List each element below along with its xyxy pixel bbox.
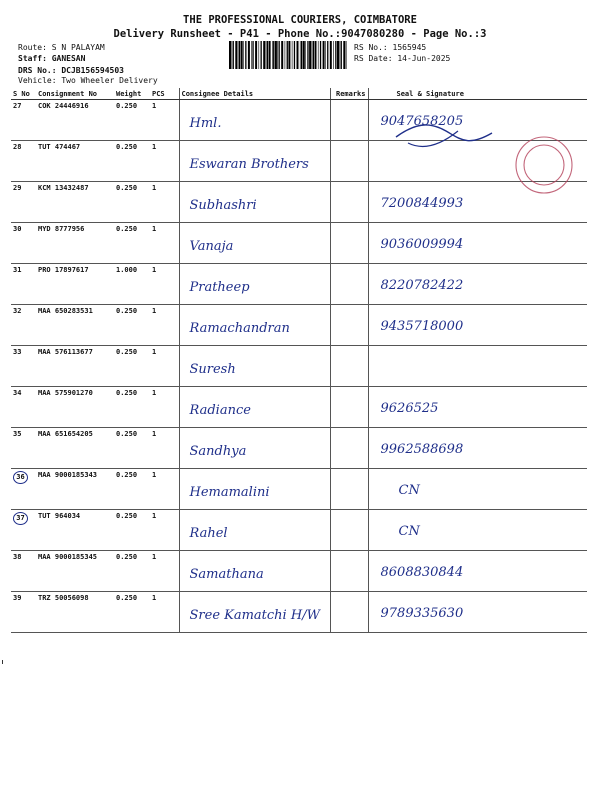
consignee-handwriting: Vanaja [189,239,234,254]
remarks-cell [330,469,368,510]
consignee-handwriting: Radiance [189,403,251,418]
weight-cell [114,100,150,141]
consignee-cell [179,141,330,182]
barcode-bar [307,41,308,69]
barcode-bar [229,41,231,69]
sno-text: 33 [13,348,22,356]
barcode-bar [233,41,234,69]
remarks-cell [330,305,368,346]
weight-cell [114,510,150,551]
rs-number: RS No.: 1565945 [354,43,427,52]
signature-handwriting: 9789335630 [380,606,464,621]
remarks-header: Remarks [330,88,368,100]
consignee-header: Consignee Details [179,88,330,100]
sno-cell [11,100,36,141]
barcode-bar [259,41,260,69]
signature-cell [368,223,587,264]
weight-cell-text: 0.250 [116,307,138,315]
sno-text: 29 [13,184,22,192]
weight-cell-text: 0.250 [116,553,138,561]
signature-handwriting: 8220782422 [380,278,464,293]
consignment-cell-text: TRZ 50056098 [38,594,89,602]
pcs-cell [150,223,179,264]
barcode-bar [275,41,277,69]
barcode-bar [277,41,278,69]
signature-handwriting: 9435718000 [380,319,464,334]
barcode-bar [281,41,283,69]
barcode-bar [243,41,244,69]
pcs-header: PCS [150,88,179,100]
barcode-bar [252,41,253,69]
barcode-bar [305,41,306,69]
pcs-cell-text: 1 [152,430,157,438]
pcs-cell [150,551,179,592]
weight-cell-text: 0.250 [116,225,138,233]
consignment-cell-text: MAA 650283531 [38,307,93,315]
weight-cell [114,387,150,428]
barcode-bar [255,41,257,69]
barcode-bar [340,41,341,69]
sno-cell [11,264,36,305]
barcode-bar [312,41,313,69]
remarks-cell [330,264,368,305]
signature-handwriting: CN [398,524,420,539]
barcode-bar [303,41,305,69]
table-header-row [11,88,587,100]
consignment-cell-text: KCM 13432487 [38,184,89,192]
consignment-cell-text: MAA 575901270 [38,389,93,397]
signature-cell [368,428,587,469]
pcs-cell-text: 1 [152,102,157,110]
barcode-bar [343,41,345,69]
barcode-bar [320,41,321,69]
consignment-cell-text: MYD 8777956 [38,225,85,233]
page-corner-mark [2,660,6,664]
barcode-bar [251,41,252,69]
barcode-bar [297,41,299,69]
pcs-cell-text: 1 [152,143,157,151]
barcode-bar [301,41,302,69]
barcode-bar [318,41,319,69]
consignment-cell [36,592,114,633]
signature-handwriting: 8608830844 [380,565,464,580]
remarks-cell [330,223,368,264]
sno-cell [11,141,36,182]
remarks-cell [330,346,368,387]
weight-header: Weight [114,88,150,100]
remarks-cell [330,100,368,141]
signature-cell [368,551,587,592]
barcode-bar [327,41,328,69]
runsheet-subtitle: Delivery Runsheet - P41 - Phone No.:9047080280 - Page No.:3 [113,28,487,40]
consignee-cell [179,469,330,510]
consignee-handwriting: Hml. [189,116,222,131]
signature-handwriting: 9047658205 [380,114,464,129]
barcode-bar [269,41,271,69]
weight-cell-text: 0.250 [116,430,138,438]
signature-cell [368,264,587,305]
consignee-cell [179,182,330,223]
table-row [11,223,587,264]
sno-text: 27 [13,102,22,110]
weight-cell [114,428,150,469]
sno-text: 39 [13,594,22,602]
consignee-handwriting: Sree Kamatchi H/W [189,608,320,623]
remarks-cell [330,510,368,551]
barcode-bar [245,41,246,69]
consignee-cell [179,305,330,346]
sno-text: 35 [13,430,22,438]
pcs-cell-text: 1 [152,348,157,356]
pcs-cell [150,141,179,182]
consignee-handwriting: Samathana [189,567,264,582]
pcs-cell [150,346,179,387]
seal-stamp [388,119,584,197]
consignment-cell-text: COK 24446916 [38,102,89,110]
pcs-cell-text: 1 [152,184,157,192]
pcs-cell-text: 1 [152,512,157,520]
table-row [11,469,587,510]
barcode-image [229,41,347,69]
pcs-cell [150,100,179,141]
sno-cell [11,305,36,346]
consignee-handwriting: Eswaran Brothers [189,157,309,172]
consignee-cell [179,346,330,387]
remarks-cell [330,141,368,182]
barcode-bar [272,41,273,69]
barcode-bar [238,41,239,69]
sno-text: 38 [13,553,22,561]
pcs-cell [150,182,179,223]
consignee-cell [179,387,330,428]
signature-handwriting: 9036009994 [380,237,464,252]
barcode-bar [346,41,347,69]
consignment-cell-text: PRO 17897617 [38,266,89,274]
barcode-bar [285,41,286,69]
consignment-cell [36,182,114,223]
weight-cell-text: 0.250 [116,143,138,151]
consignment-cell-text: TUT 964034 [38,512,81,520]
pcs-cell-text: 1 [152,553,157,561]
remarks-cell [330,182,368,223]
sno-cell [11,182,36,223]
consignee-handwriting: Sandhya [189,444,247,459]
table-row [11,510,587,551]
consignment-cell [36,469,114,510]
consignee-cell [179,428,330,469]
pcs-cell-text: 1 [152,389,157,397]
barcode-bar [241,41,243,69]
consignment-cell-text: TUT 474467 [38,143,81,151]
pcs-cell [150,469,179,510]
consignee-handwriting: Hemamalini [189,485,270,500]
barcode-bar [292,41,293,69]
consignee-handwriting: Subhashri [189,198,257,213]
barcode-bar [313,41,314,69]
barcode-bar [341,41,342,69]
weight-cell-text: 0.250 [116,471,138,479]
barcode-bar [309,41,311,69]
company-name: THE PROFESSIONAL COURIERS, COIMBATORE [183,14,417,26]
consignment-cell [36,551,114,592]
consignee-cell [179,592,330,633]
barcode-bar [330,41,332,69]
pcs-cell-text: 1 [152,266,157,274]
sno-cell [11,223,36,264]
barcode-bar [325,41,326,69]
pcs-cell-text: 1 [152,225,157,233]
remarks-cell [330,428,368,469]
signature-cell [368,346,587,387]
weight-cell [114,551,150,592]
weight-cell-text: 0.250 [116,348,138,356]
vehicle-label: Vehicle: Two Wheeler Delivery [18,76,158,85]
consignee-cell [179,264,330,305]
consignment-cell [36,264,114,305]
barcode-bar [294,41,295,69]
pcs-cell [150,428,179,469]
consignment-cell-text: MAA 576113677 [38,348,93,356]
signature-cell [368,387,587,428]
consignee-cell [179,223,330,264]
consignment-header: Consignment No [36,88,114,100]
barcode-bar [279,41,280,69]
signature-handwriting: 7200844993 [380,196,464,211]
sno-cell [11,346,36,387]
route-label: Route: S N PALAYAM [18,43,105,52]
consignee-cell [179,100,330,141]
sno-text: 31 [13,266,22,274]
table-row [11,264,587,305]
barcode-bar [261,41,262,69]
consignment-cell [36,387,114,428]
barcode-bar [232,41,233,69]
pcs-cell [150,592,179,633]
sno-text: 32 [13,307,22,315]
barcode-bar [315,41,317,69]
barcode-bar [239,41,240,69]
consignment-cell [36,305,114,346]
weight-cell-text: 0.250 [116,594,138,602]
barcode-bar [288,41,290,69]
table-row [11,551,587,592]
signature-header: Seal & Signature [368,88,587,100]
barcode-bar [267,41,268,69]
sno-text: 28 [13,143,22,151]
barcode-bar [333,41,334,69]
table-row [11,592,587,633]
consignment-cell [36,510,114,551]
weight-cell [114,592,150,633]
sno-cell [11,428,36,469]
remarks-cell [330,551,368,592]
barcode-bar [263,41,265,69]
weight-cell-text: 1.000 [116,266,138,274]
consignee-handwriting: Pratheep [189,280,250,295]
barcode-bar [266,41,267,69]
consignee-cell [179,551,330,592]
sno-text: 34 [13,389,22,397]
weight-cell-text: 0.250 [116,389,138,397]
sno-cell [11,551,36,592]
barcode-bar [335,41,336,69]
sno-cell [11,592,36,633]
weight-cell-text: 0.250 [116,102,138,110]
weight-cell [114,305,150,346]
weight-cell [114,182,150,223]
pcs-cell-text: 1 [152,471,157,479]
weight-cell-text: 0.250 [116,184,138,192]
consignment-cell-text: MAA 9000185343 [38,471,98,479]
weight-cell [114,264,150,305]
barcode-bar [248,41,250,69]
barcode-bar [300,41,301,69]
table-row [11,428,587,469]
consignment-cell-text: MAA 651654205 [38,430,93,438]
sno-text: 37 [13,512,28,525]
sno-cell [11,387,36,428]
sno-cell [11,469,36,510]
pcs-cell-text: 1 [152,594,157,602]
weight-cell [114,346,150,387]
signature-cell [368,510,587,551]
sno-text: 36 [13,471,28,484]
consignment-cell [36,346,114,387]
consignee-cell [179,510,330,551]
signature-handwriting: CN [398,483,420,498]
consignment-cell [36,428,114,469]
weight-cell-text: 0.250 [116,512,138,520]
sno-header: S No [11,88,36,100]
barcode-bar [273,41,274,69]
rs-date: RS Date: 14-Jun-2025 [354,54,451,63]
barcode-bar [337,41,339,69]
pcs-cell [150,510,179,551]
consignment-cell [36,141,114,182]
signature-cell [368,469,587,510]
consignment-cell-text: MAA 9000185345 [38,553,98,561]
sno-text: 30 [13,225,22,233]
weight-cell [114,469,150,510]
consignee-handwriting: Ramachandran [189,321,290,336]
staff-label: Staff: GANESAN [18,54,86,63]
consignment-cell [36,223,114,264]
consignee-handwriting: Suresh [189,362,236,377]
drs-number: DRS No.: DCJB156594503 [18,66,124,75]
table-row [11,346,587,387]
barcode-bar [287,41,288,69]
barcode-bar [235,41,237,69]
weight-cell [114,141,150,182]
barcode-bar [323,41,325,69]
sno-cell [11,510,36,551]
signature-handwriting: 9626525 [380,401,439,416]
pcs-cell [150,387,179,428]
signature-cell [368,305,587,346]
pcs-cell [150,305,179,346]
table-row [11,305,587,346]
pcs-cell-text: 1 [152,307,157,315]
pcs-cell [150,264,179,305]
consignee-handwriting: Rahel [189,526,228,541]
consignment-cell [36,100,114,141]
weight-cell [114,223,150,264]
remarks-cell [330,387,368,428]
signature-cell [368,592,587,633]
signature-handwriting: 9962588698 [380,442,464,457]
remarks-cell [330,592,368,633]
table-row [11,387,587,428]
